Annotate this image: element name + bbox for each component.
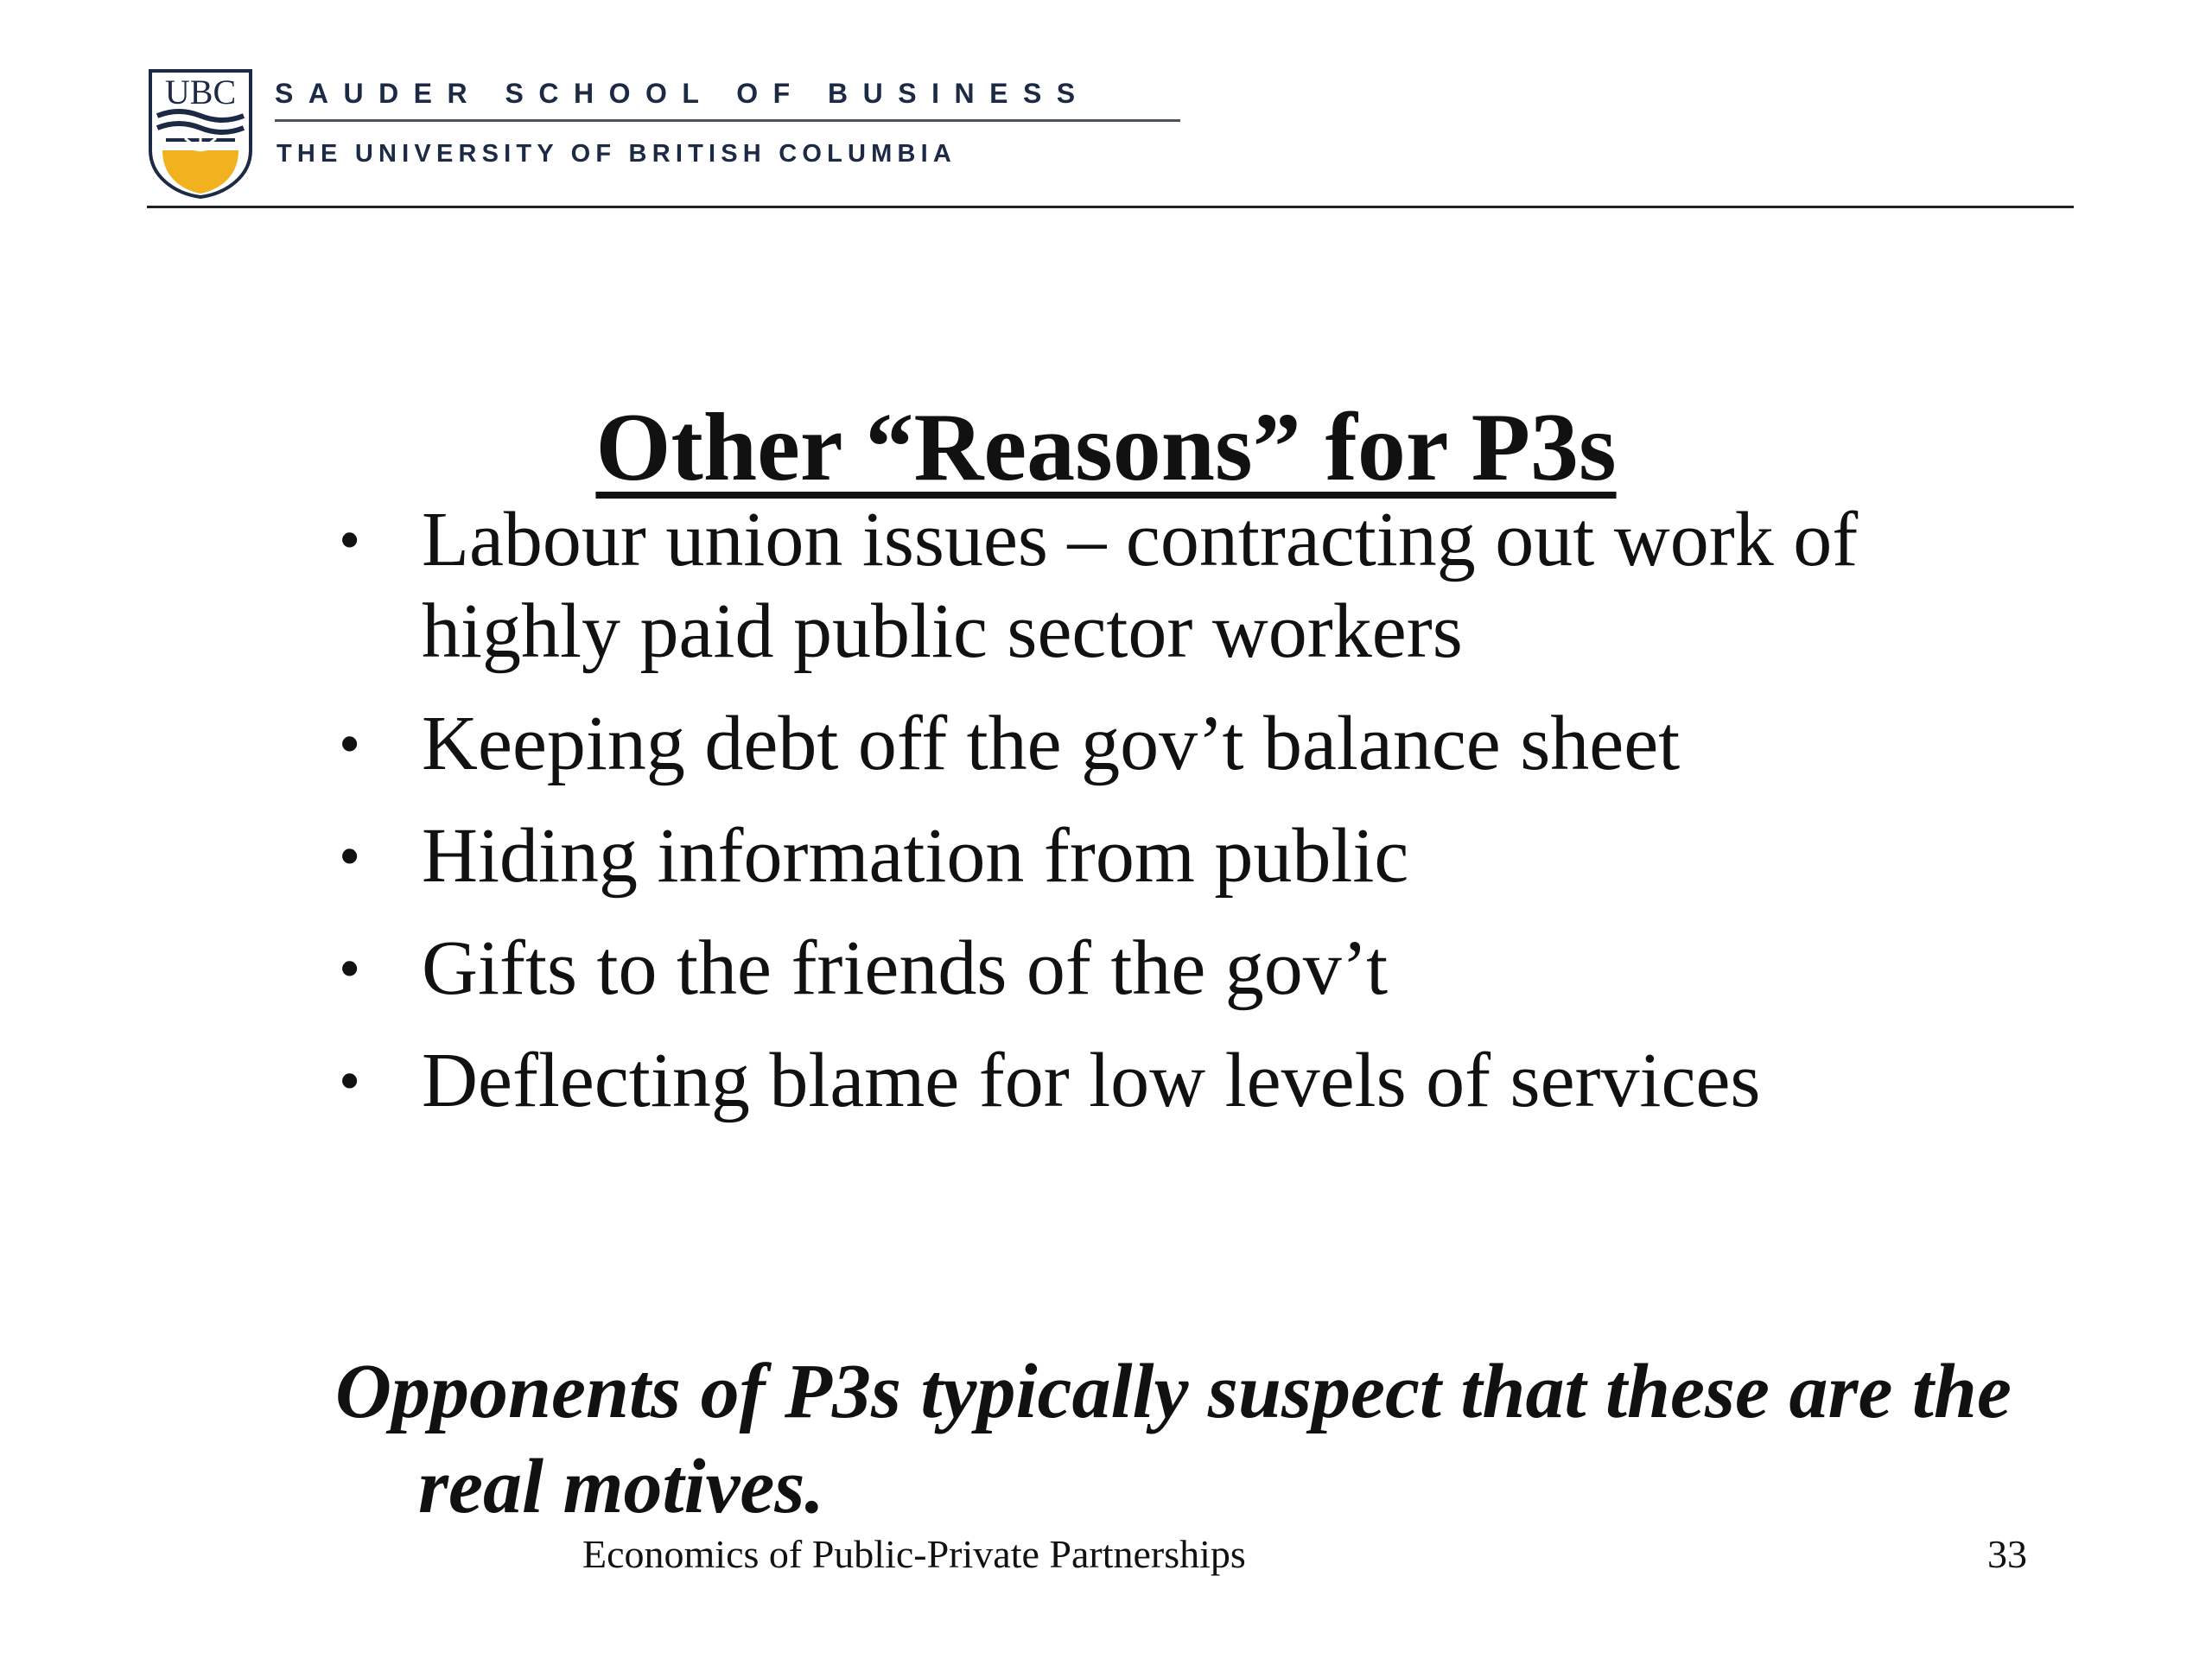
- motive-note: Opponents of P3s typically suspect that these are the real motives.: [335, 1349, 2012, 1529]
- list-item: [335, 810, 2063, 902]
- crest-lettering: UBC: [164, 73, 237, 111]
- bullet-text: Labour union issues – contracting out work of highly paid public sector workers: [422, 497, 1859, 674]
- bullet-icon: •: [339, 822, 361, 891]
- header-rule: [147, 206, 2074, 208]
- bullet-icon: •: [339, 1046, 361, 1116]
- bullet-text: Deflecting blame for low levels of services: [422, 1038, 1761, 1123]
- slide-title-text: Other “Reasons” for P3s: [595, 394, 1617, 502]
- list-item: [335, 698, 2063, 790]
- university-name: THE UNIVERSITY OF BRITISH COLUMBIA: [276, 140, 957, 168]
- page-number: 33: [1987, 1532, 2027, 1576]
- bullet-list: [335, 494, 2063, 1147]
- footer-title: Economics of Public-Private Partnerships: [582, 1532, 1246, 1576]
- bullet-icon: •: [339, 709, 361, 779]
- bullet-text: Hiding information from public: [422, 813, 1409, 899]
- bullet-text: Gifts to the friends of the gov’t: [422, 925, 1389, 1011]
- list-item: [335, 494, 2063, 677]
- ubc-crest-logo: [147, 67, 254, 199]
- slide-title: [0, 391, 2212, 504]
- list-item: [335, 1035, 2063, 1127]
- bullet-text: Keeping debt off the gov’t balance sheet: [422, 701, 1681, 786]
- bullet-icon: •: [339, 505, 361, 575]
- list-item: [335, 923, 2063, 1014]
- slide-header: [147, 67, 2074, 211]
- school-name: SAUDER SCHOOL OF BUSINESS: [275, 78, 1090, 109]
- header-divider: [275, 119, 1180, 122]
- bullet-icon: •: [339, 934, 361, 1003]
